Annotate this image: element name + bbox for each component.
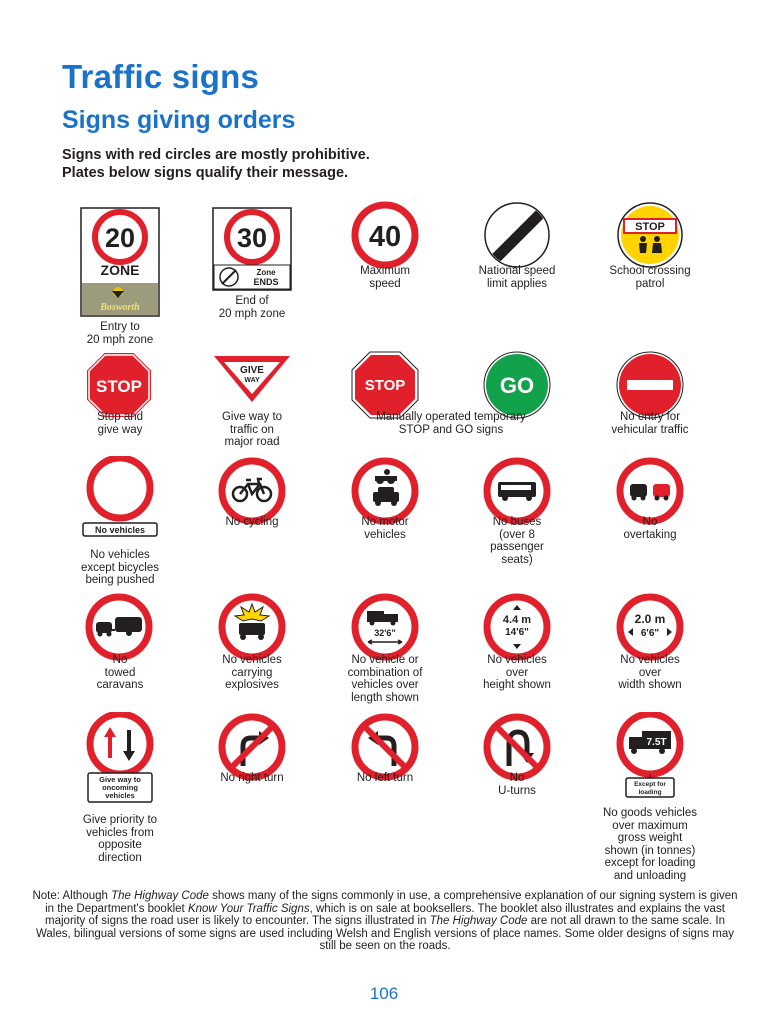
manual-go-sign [482, 350, 552, 420]
caption-zone-end: End of 20 mph zone [218, 295, 286, 320]
max-speed-number: 40 [368, 221, 402, 253]
caption-zone-20: Entry to 20 mph zone [86, 321, 154, 346]
caption-no-vehicles: No vehicles except bicycles being pushed [81, 549, 159, 586]
caption-max-speed: Maximum speed [360, 265, 410, 290]
caption-no-width: No vehicles over width shown [618, 654, 682, 691]
zone-20-entry-sign [80, 207, 160, 317]
caption-school-crossing: School crossing patrol [609, 265, 691, 290]
caption-no-buses: No buses (over 8 passenger seats) [490, 516, 544, 566]
no-width-measure-2: 6'6" [640, 628, 660, 639]
no-explosives-sign [217, 592, 287, 662]
give-way-sign [212, 354, 292, 404]
school-crossing-patrol-sign [615, 200, 685, 270]
intro-line-2: Plates below signs qualify their message. [62, 165, 349, 181]
page-title: Traffic signs [62, 58, 259, 95]
zone-end-sign [212, 207, 292, 291]
highway-code-title-2: The Highway Code [429, 915, 528, 927]
zone-end-ends: ENDS [253, 277, 279, 287]
highway-code-title-1: The Highway Code [111, 890, 209, 902]
caption-give-way-oncoming: Give priority to vehicles from opposite direction [82, 814, 158, 864]
zone-end-word: Zone [256, 268, 276, 277]
zone-20-number: 20 [104, 223, 136, 253]
no-length-sign [350, 592, 420, 662]
no-goods-plate-1: Except for [634, 781, 666, 788]
caption-give-way: Give way to traffic on major road [221, 411, 283, 448]
know-your-traffic-signs-title: Know Your Traffic Signs [187, 902, 310, 915]
caption-no-motor-vehicles: No motor vehicles [361, 516, 409, 541]
give-way-text-1: GIVE [240, 365, 264, 376]
caption-no-height: No vehicles over height shown [483, 654, 551, 691]
no-width-sign [615, 592, 685, 662]
intro-text [62, 146, 370, 182]
caption-national-speed: National speed limit applies [478, 265, 556, 290]
caption-no-cycling: No cycling [225, 516, 279, 528]
manual-stop-sign [350, 350, 420, 420]
no-goods-plate-2: loading [638, 789, 662, 796]
give-way-oncoming-sign [80, 712, 160, 804]
caption-no-goods-vehicles: No goods vehicles over maximum gross weight shown (in tonnes) except for loading and unloading [603, 807, 697, 882]
caption-no-towed-caravans: No towed caravans [96, 654, 144, 691]
national-speed-limit-sign [482, 200, 552, 270]
footnote: Note: Although The Highway Code shows many of the signs commonly in use, a comprehensive explanation of our signing system is given in the Department's booklet Know Your Traffic Signs, which is on sale at booksellers. The booklet also illustrates and explains the vast majority of signs the road user is likely to encounter. The signs illustrated in The Highway Code are not all drawn to the same scale. In Wales, bilingual versions of some signs are used including Welsh and English versions of place names. Some older designs of signs may still be seen on the roads. [32, 890, 738, 952]
page-number: 106 [369, 984, 399, 1003]
no-entry-sign [615, 350, 685, 420]
no-towed-caravans-sign [84, 592, 154, 662]
caption-no-entry: No entry for vehicular traffic [611, 411, 689, 436]
no-goods-weight: 7.5T [646, 737, 667, 748]
give-way-oncoming-plate-1: Give way to [99, 775, 141, 784]
zone-20-place-name: Bosworth [100, 302, 140, 313]
school-stop-text: STOP [635, 221, 665, 233]
section-title: Signs giving orders [62, 106, 296, 134]
max-speed-40-sign [350, 200, 420, 270]
zone-20-word: ZONE [100, 262, 140, 278]
caption-no-length: No vehicle or combination of vehicles over length shown [347, 654, 423, 704]
caption-no-u-turn: No U-turns [498, 772, 536, 797]
give-way-text-2: WAY [244, 377, 260, 384]
manual-stop-text: STOP [364, 377, 406, 394]
give-way-oncoming-plate-2: oncoming [102, 783, 138, 792]
no-height-measure-2: 14'6" [505, 627, 529, 638]
caption-no-left-turn: No left turn [356, 772, 414, 784]
give-way-oncoming-plate-3: vehicles [105, 791, 135, 800]
manual-go-text: GO [499, 373, 535, 398]
no-width-measure-1: 2.0 m [634, 612, 666, 626]
no-height-measure-1: 4.4 m [502, 614, 532, 626]
caption-no-explosives: No vehicles carrying explosives [222, 654, 282, 691]
no-vehicles-sign [80, 456, 160, 538]
caption-no-overtaking: No overtaking [623, 516, 677, 541]
caption-no-right-turn: No right turn [220, 772, 284, 784]
zone-end-number: 30 [236, 223, 268, 253]
caption-stop: Stop and give way [96, 411, 144, 436]
stop-sign [84, 350, 154, 420]
no-height-sign [482, 592, 552, 662]
stop-sign-text: STOP [96, 377, 142, 396]
no-goods-vehicles-sign [615, 712, 685, 798]
caption-manual-stop-go: Manually operated temporary STOP and GO signs [376, 411, 526, 436]
intro-line-1: Signs with red circles are mostly prohibitive. [62, 147, 370, 163]
no-vehicles-plate: No vehicles [94, 525, 146, 535]
no-length-measure: 32'6" [374, 628, 396, 638]
